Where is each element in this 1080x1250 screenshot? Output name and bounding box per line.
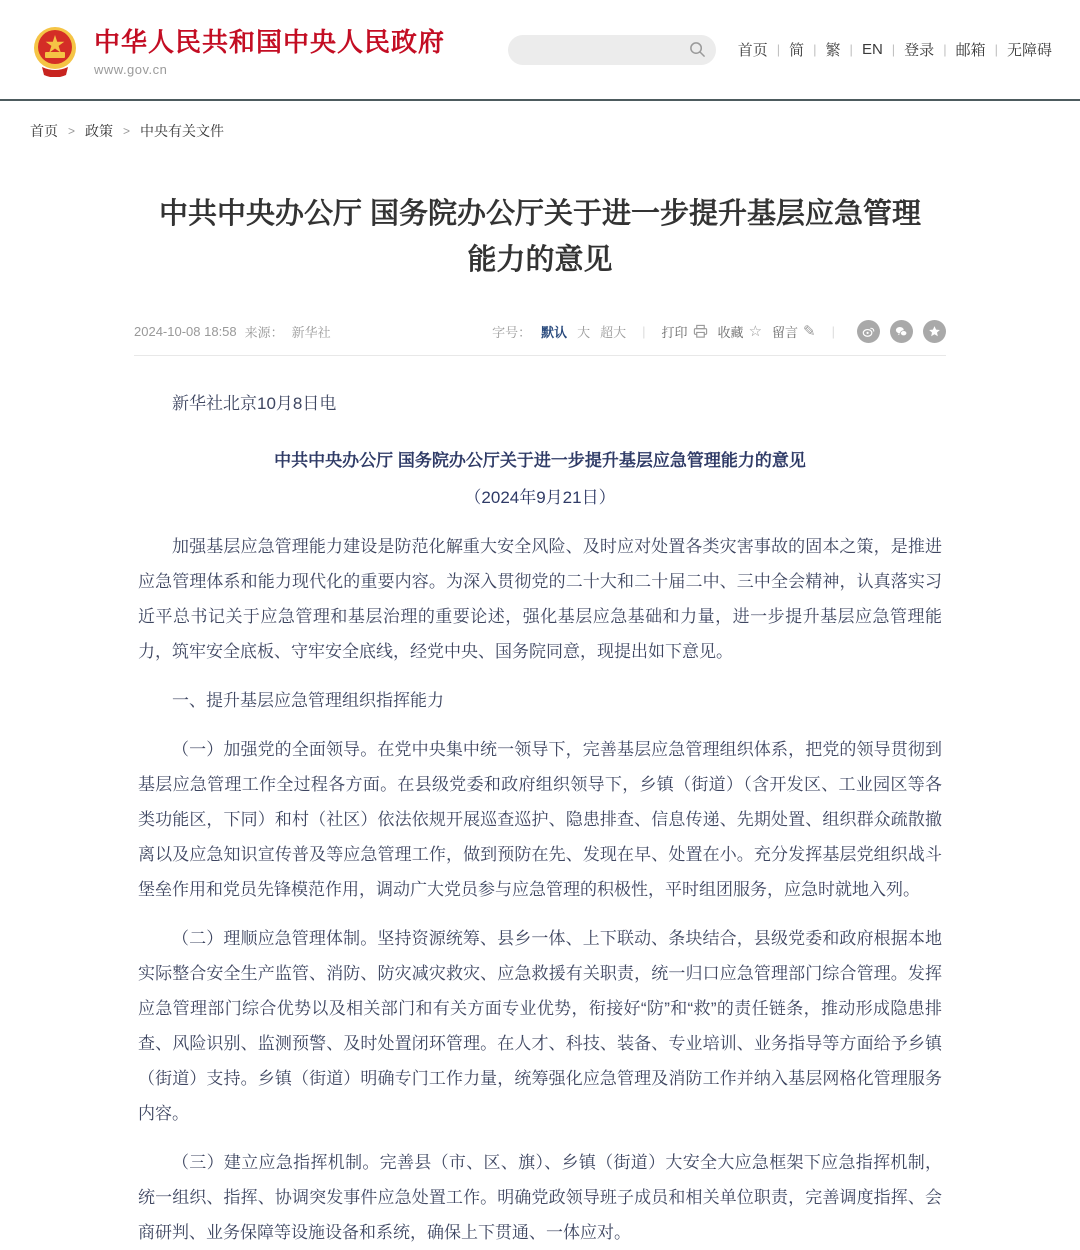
breadcrumb xyxy=(0,101,1080,141)
breadcrumb-separator: > xyxy=(123,124,131,138)
meta-divider: | xyxy=(642,323,646,339)
share-buttons xyxy=(857,320,946,343)
qzone-star-icon xyxy=(928,325,941,338)
font-size-label: 字号： xyxy=(492,324,532,340)
favorite-button[interactable]: 收藏 ☆ xyxy=(717,322,763,340)
site-url: www.gov.cn xyxy=(94,62,168,77)
national-emblem-logo xyxy=(28,23,82,77)
comment-button[interactable]: 留言 ✎ xyxy=(772,322,816,340)
nav-link-2[interactable]: 简 xyxy=(789,42,805,59)
share-wechat-button[interactable] xyxy=(890,320,913,343)
page-title: 中共中央办公厅 国务院办公厅关于进一步提升基层应急管理能力的意见 xyxy=(158,198,922,277)
font-size-default-button[interactable]: 默认 xyxy=(541,324,568,340)
share-weibo-button[interactable] xyxy=(857,320,880,343)
search-box[interactable] xyxy=(508,35,716,65)
article-paragraph: 加强基层应急管理能力建设是防范化解重大安全风险、及时应对处置各类灾害事故的固本之策，是推进应急管理体系和能力现代化的重要内容。为深入贯彻党的二十大和二十届二中、三中全会精神，认真落实习近平总书记关于应急管理和基层治理的重要论述，强化基层应急基础和力量，进一步提升基层应急管理能力，筑牢安全底板、守牢安全底线，经党中央、国务院同意，现提出如下意见。 xyxy=(138,536,942,661)
source-label: 来源： xyxy=(244,324,284,340)
printer-icon xyxy=(693,324,708,339)
article-meta-row xyxy=(134,320,946,356)
nav-separator: | xyxy=(776,42,781,57)
article-paragraph: 中共中央办公厅 国务院办公厅关于进一步提升基层应急管理能力的意见 xyxy=(274,450,806,470)
article-paragraph: （一）加强党的全面领导。在党中央集中统一领导下，完善基层应急管理组织体系，把党的领导贯彻到基层应急管理工作全过程各方面。在县级党委和政府组织领导下，乡镇（街道）（含开发区、工业园区等各类功能区，下同）和村（社区）依法依规开展巡查巡护、隐患排查、信息传递、先期处置、组织群众疏散撤离以及应急知识宣传普及等应急管理工作，做到预防在先、发现在早、处置在小。充分发挥基层党组织战斗堡垒作用和党员先锋模范作用，调动广大党员参与应急管理的积极性，平时组团服务，应急时就地入列。 xyxy=(138,739,942,899)
share-qzone-button[interactable] xyxy=(923,320,946,343)
nav-link-3[interactable]: 繁 xyxy=(825,42,841,59)
nav-separator: | xyxy=(891,42,896,57)
nav-link-7[interactable]: 无障碍 xyxy=(1006,42,1052,59)
nav-separator: | xyxy=(813,42,817,57)
publish-date: 2024-10-08 18:58 xyxy=(134,323,237,339)
article xyxy=(0,191,1080,1250)
nav-link-4[interactable]: EN xyxy=(861,41,883,58)
print-button[interactable]: 打印 xyxy=(662,322,708,341)
search-icon[interactable] xyxy=(689,41,706,58)
breadcrumb-separator: > xyxy=(68,124,76,138)
article-paragraph: （三）建立应急指挥机制。完善县（市、区、旗）、乡镇（街道）大安全大应急框架下应急指挥机制，统一组织、指挥、协调突发事件应急处置工作。明确党政领导班子成员和相关单位职责，完善调度指挥、会商研判、业务保障等设施设备和系统，确保上下贯通、一体应对。 xyxy=(138,1152,942,1242)
star-icon: ☆ xyxy=(748,322,763,340)
font-size-large-button[interactable]: 大 xyxy=(577,324,591,340)
nav-link-5[interactable]: 登录 xyxy=(904,42,935,59)
article-body xyxy=(138,386,942,1250)
search-input[interactable] xyxy=(522,42,689,57)
top-nav xyxy=(738,39,1052,60)
site-title: 中华人民共和国中央人民政府 xyxy=(94,27,446,57)
article-paragraph: 一、提升基层应急管理组织指挥能力 xyxy=(172,690,444,710)
breadcrumb-item-1[interactable]: 首页 xyxy=(30,123,58,139)
nav-link-1[interactable]: 首页 xyxy=(737,42,768,59)
site-header xyxy=(0,0,1080,101)
meta-divider: | xyxy=(831,323,835,339)
source-value[interactable]: 新华社 xyxy=(291,324,331,340)
font-size-xlarge-button[interactable]: 超大 xyxy=(600,324,627,340)
article-paragraph: （二）理顺应急管理体制。坚持资源统筹、县乡一体、上下联动、条块结合，县级党委和政府根据本地实际整合安全生产监管、消防、防灾减灾救灾、应急救援有关职责，统一归口应急管理部门综合管理。发挥应急管理部门综合优势以及相关部门和有关方面专业优势，衔接好“防”和“救”的责任链条，推动形成隐患排查、风险识别、监测预警、及时处置闭环管理。在人才、科技、装备、专业培训、业务指导等方面给予乡镇（街道）支持。乡镇（街道）明确专门工作力量，统筹强化应急管理及消防工作并纳入基层网格化管理服务内容。 xyxy=(138,928,942,1123)
weibo-icon xyxy=(862,325,875,338)
site-brand[interactable] xyxy=(28,22,445,77)
pencil-icon: ✎ xyxy=(803,322,816,340)
nav-separator: | xyxy=(849,42,853,57)
nav-link-6[interactable]: 邮箱 xyxy=(955,42,986,59)
nav-separator: | xyxy=(994,42,998,57)
wechat-icon xyxy=(895,325,908,338)
breadcrumb-item-3: 中央有关文件 xyxy=(140,123,225,139)
article-paragraph: （2024年9月21日） xyxy=(464,487,616,507)
breadcrumb-item-2[interactable]: 政策 xyxy=(85,123,114,139)
nav-separator: | xyxy=(943,42,947,57)
article-paragraph: 新华社北京10月8日电 xyxy=(172,393,337,413)
